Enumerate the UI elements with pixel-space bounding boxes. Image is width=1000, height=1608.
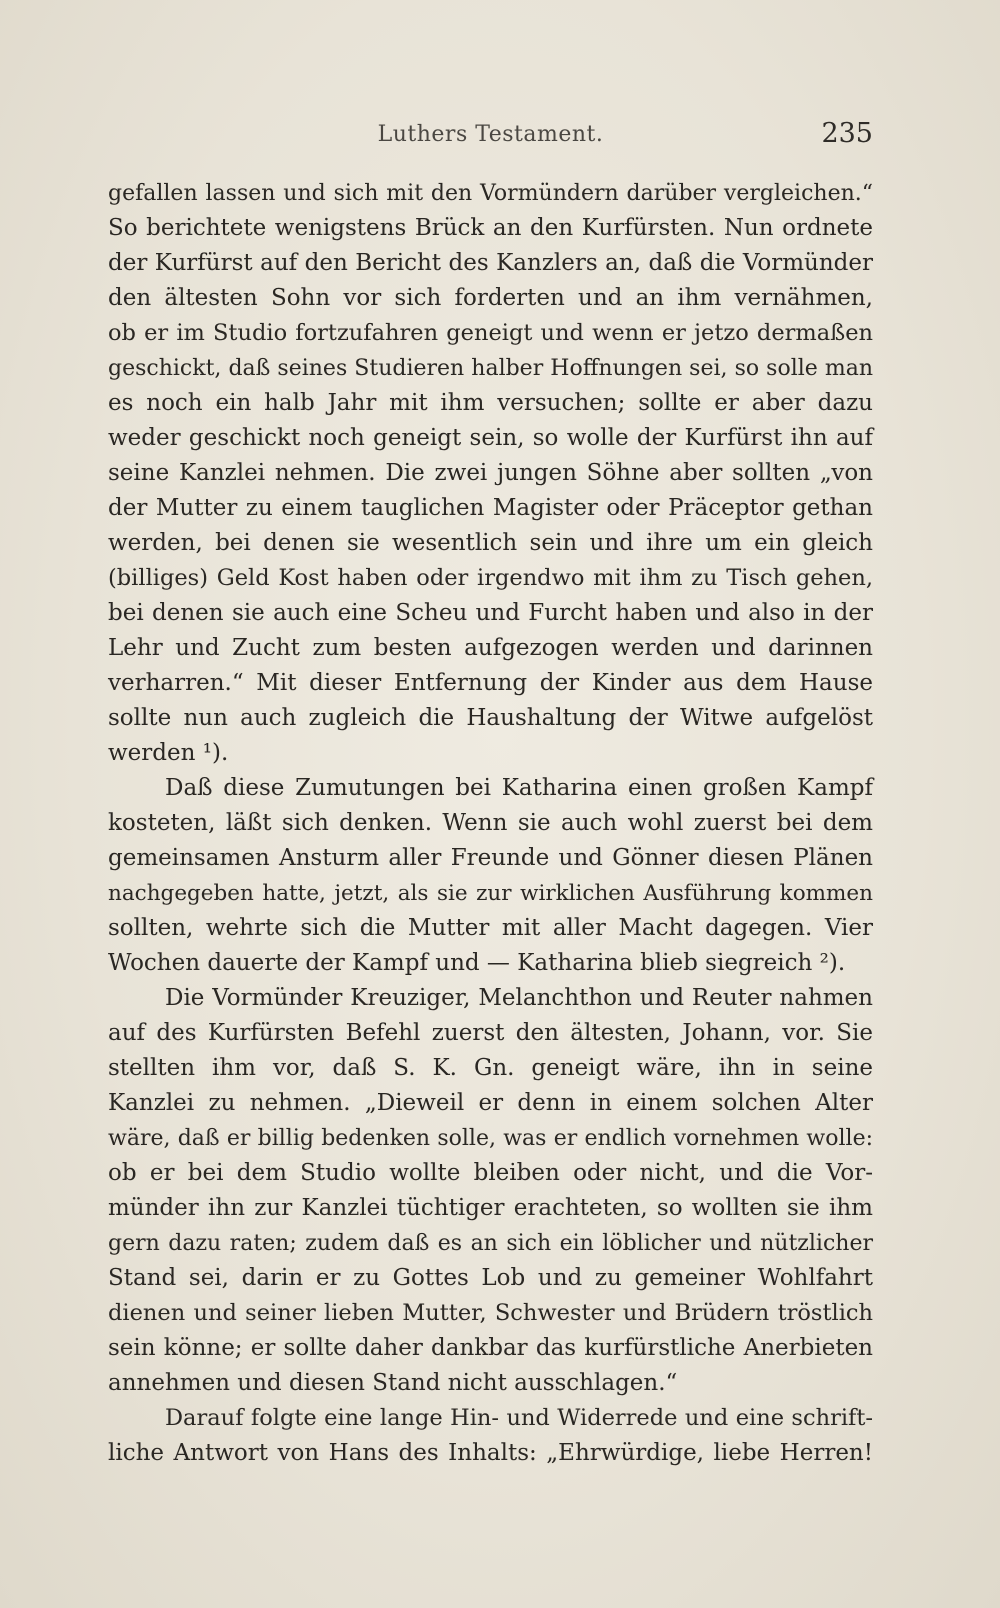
text-line: Daß diese Zumutungen bei Katharina einen großen Kampf (165, 775, 873, 801)
paragraph (108, 981, 873, 1401)
text-line: werden ¹). (108, 740, 229, 766)
text-line: nachgegeben hatte, jetzt, als sie zur wirklichen Ausführung kommen (108, 881, 873, 906)
text-line: So berichtete wenigstens Brück an den Kurfürsten. Nun ordnete (108, 215, 873, 241)
text-line: der Mutter zu einem tauglichen Magister oder Präceptor gethan (108, 495, 873, 521)
text-line: Wochen dauerte der Kampf und — Katharina blieb siegreich ²). (108, 950, 846, 976)
paragraph (108, 1401, 873, 1471)
text-line: es noch ein halb Jahr mit ihm versuchen; sollte er aber dazu (108, 390, 873, 416)
paragraph (108, 176, 873, 771)
text-line: Stand sei, darin er zu Gottes Lob und zu gemeiner Wohlfahrt (108, 1265, 873, 1291)
text-line: der Kurfürst auf den Bericht des Kanzlers an, daß die Vormünder (108, 250, 873, 276)
text-line: dienen und seiner lieben Mutter, Schwester und Brüdern tröstlich (108, 1300, 873, 1326)
text-line: Darauf folgte eine lange Hin- und Widerrede und eine schrift- (165, 1405, 873, 1431)
text-line: geschickt, daß seines Studieren halber Hoffnungen sei, so solle man (108, 356, 873, 381)
text-line: annehmen und diesen Stand nicht ausschlagen.“ (108, 1370, 678, 1396)
text-line: auf des Kurfürsten Befehl zuerst den ältesten, Johann, vor. Sie (108, 1020, 873, 1046)
text-line: verharren.“ Mit dieser Entfernung der Kinder aus dem Hause (108, 670, 873, 696)
text-line: Kanzlei zu nehmen. „Dieweil er denn in einem solchen Alter (108, 1090, 873, 1116)
text-line: gefallen lassen und sich mit den Vormündern darüber vergleichen.“ (108, 181, 873, 206)
text-line: Lehr und Zucht zum besten aufgezogen werden und darinnen (108, 635, 873, 661)
text-line: kosteten, läßt sich denken. Wenn sie auch wohl zuerst bei dem (108, 810, 873, 836)
text-line: ob er bei dem Studio wollte bleiben oder nicht, und die Vor- (108, 1160, 873, 1186)
text-line: wäre, daß er billig bedenken solle, was er endlich vornehmen wolle: (108, 1126, 873, 1151)
body-text (108, 176, 873, 1471)
text-line: stellten ihm vor, daß S. K. Gn. geneigt wäre, ihn in seine (108, 1055, 873, 1081)
text-line: sein könne; er sollte daher dankbar das kurfürstliche Anerbieten (108, 1335, 873, 1361)
text-line: gemeinsamen Ansturm aller Freunde und Gönner diesen Plänen (108, 845, 873, 871)
text-line: münder ihn zur Kanzlei tüchtiger erachteten, so wollten sie ihm (108, 1195, 873, 1221)
text-line: den ältesten Sohn vor sich forderten und an ihm vernähmen, (108, 285, 873, 311)
text-line: sollte nun auch zugleich die Haushaltung der Witwe aufgelöst (108, 705, 873, 731)
page-header (108, 118, 873, 158)
running-title: Luthers Testament. (377, 122, 604, 147)
paragraph (108, 771, 873, 981)
text-line: gern dazu raten; zudem daß es an sich ein löblicher und nützlicher (108, 1231, 873, 1256)
text-line: liche Antwort von Hans des Inhalts: „Ehrwürdige, liebe Herren! (108, 1440, 873, 1466)
text-line: (billiges) Geld Kost haben oder irgendwo mit ihm zu Tisch gehen, (108, 565, 873, 591)
text-line: Die Vormünder Kreuziger, Melanchthon und Reuter nahmen (165, 985, 873, 1011)
text-line: bei denen sie auch eine Scheu und Furcht haben und also in der (108, 600, 873, 626)
text-line: weder geschickt noch geneigt sein, so wolle der Kurfürst ihn auf (108, 425, 873, 451)
page-number: 235 (821, 118, 873, 149)
text-line: ob er im Studio fortzufahren geneigt und wenn er jetzo dermaßen (108, 320, 873, 346)
text-line: sollten, wehrte sich die Mutter mit aller Macht dagegen. Vier (108, 915, 873, 941)
text-line: seine Kanzlei nehmen. Die zwei jungen Söhne aber sollten „von (108, 460, 873, 486)
text-line: werden, bei denen sie wesentlich sein und ihre um ein gleich (108, 530, 873, 556)
